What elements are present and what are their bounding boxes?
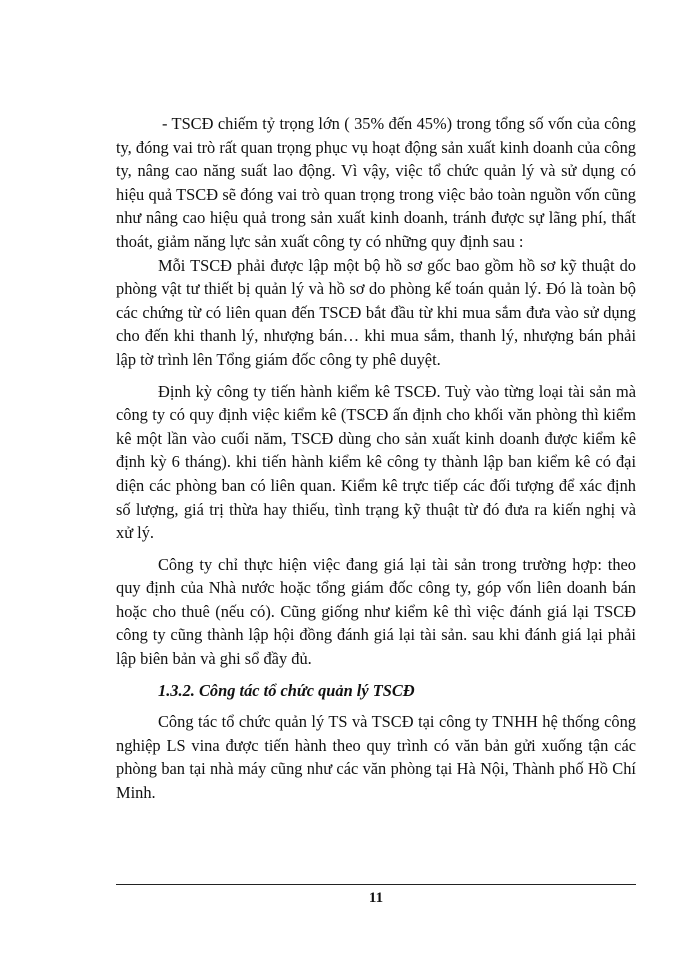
paragraph-tscd-proportion: - TSCĐ chiếm tỷ trọng lớn ( 35% đến 45%) trong tổng số vốn của công ty, đóng vai trò rất quan trọng phục vụ hoạt động sản xuất kinh doanh của công ty, nâng cao năng suất lao động. Vì vậy, việc tổ chức quản lý và sử dụng có hiệu quả TSCĐ sẽ đóng vai trò quan trọng trong việc bảo toàn nguồn vốn cũng như nâng cao hiệu quả trong sản xuất kinh doanh, tránh được sự lãng phí, thất thoát, giảm năng lực sản xuất công ty có những quy định sau : <box>116 114 636 251</box>
paragraph-management-organization: Công tác tổ chức quản lý TS và TSCĐ tại công ty TNHH hệ thống công nghiệp LS vina được tiến hành theo quy trình có văn bản gửi xuống tận các phòng ban tại nhà máy cũng như các văn phòng tại Hà Nội, Thành phố Hồ Chí Minh. <box>116 712 636 803</box>
body-text <box>116 112 636 805</box>
footer-divider <box>116 884 636 885</box>
paragraph-revaluation: Công ty chỉ thực hiện việc đang giá lại tài sản trong trường hợp: theo quy định của Nhà nước hoặc tổng giám đốc công ty, góp vốn liên doanh bán hoặc cho thuê (nếu có). Cũng giống như kiểm kê thì việc đánh giá lại TSCĐ công ty cũng thành lập hội đồng đánh giá lại tài sản. sau khi đánh giá lại phải lập biên bản và ghi sổ đầy đủ. <box>116 554 636 669</box>
paragraph-periodic-inventory: Định kỳ công ty tiến hành kiểm kê TSCĐ. Tuỳ vào từng loại tài sản mà công ty có quy định việc kiểm kê (TSCĐ ấn định cho khối văn phòng thì kiểm kê một lần vào cuối năm, TSCĐ dùng cho sản xuất kinh doanh được kiểm kê định kỳ 6 tháng). khi tiến hành kiểm kê công ty thành lập ban kiểm kê có đại diện các phòng ban có liên quan. Kiểm kê trực tiếp các đối tượng để xác định số lượng, giá trị thừa hay thiếu, tình trạng kỹ thuật từ đó đưa ra kiến nghị và xử lý. <box>116 381 636 543</box>
paragraph-asset-records: Mỗi TSCĐ phải được lập một bộ hồ sơ gốc bao gồm hồ sơ kỹ thuật do phòng vật tư thiết bị quản lý và hồ sơ do phòng kế toán quản lý. Đó là toàn bộ các chứng từ có liên quan đến TSCĐ bắt đầu từ khi mua sắm đưa vào sử dụng cho đến khi thanh lý, nhượng bán… khi mua sắm, thanh lý, nhượng bán phải lập tờ trình lên Tổng giám đốc công ty phê duyệt. <box>116 255 636 369</box>
page-number: 11 <box>368 890 384 906</box>
section-heading: 1.3.2. Công tác tổ chức quản lý TSCĐ <box>158 680 415 700</box>
